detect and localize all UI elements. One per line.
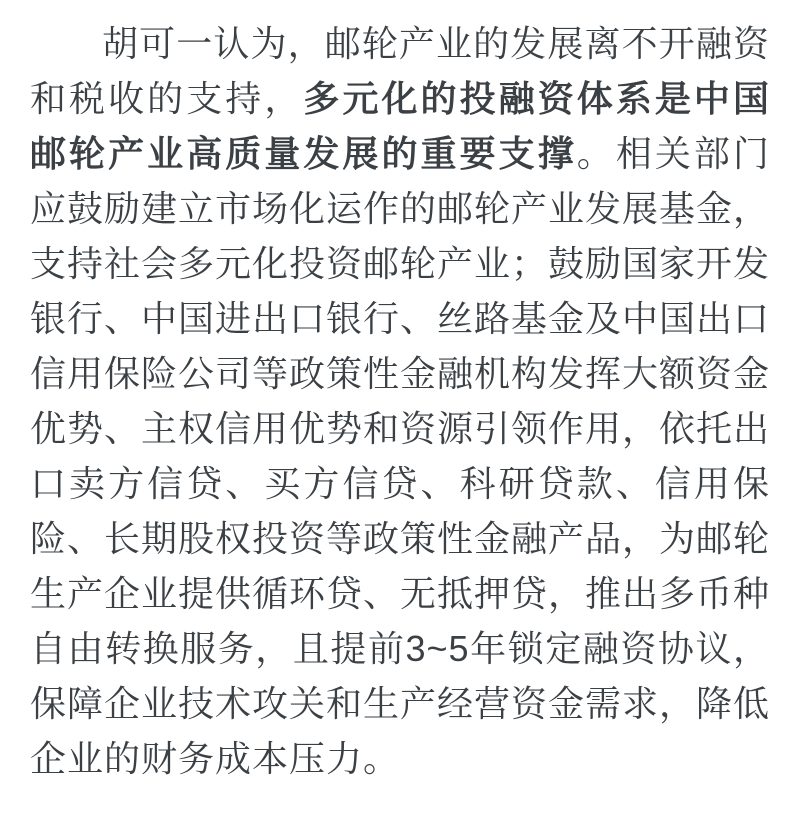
article-paragraph	[30, 16, 770, 786]
paragraph-rest-text: 。相关部门应鼓励建立市场化运作的邮轮产业发展基金，支持社会多元化投资邮轮产业；鼓励国家开发银行、中国进出口银行、丝路基金及中国出口信用保险公司等政策性金融机构发挥大额资金优势、主权信用优势和资源引领作用，依托出口卖方信贷、买方信贷、科研贷款、信用保险、长期股权投资等政策性金融产品，为邮轮生产企业提供循环贷、无抵押贷，推出多币种自由转换服务，且提前3~5年锁定融资协议，保障企业技术攻关和生产经营资金需求，降低企业的财务成本压力。	[30, 133, 771, 779]
paragraph-bold-text: 多元化的投融资体系是中国邮轮产业高质量发展的重要支撑	[30, 78, 770, 174]
paragraph-lead-text: 胡可一认为，邮轮产业的发展离不开融资和税收的支持，	[30, 23, 770, 119]
